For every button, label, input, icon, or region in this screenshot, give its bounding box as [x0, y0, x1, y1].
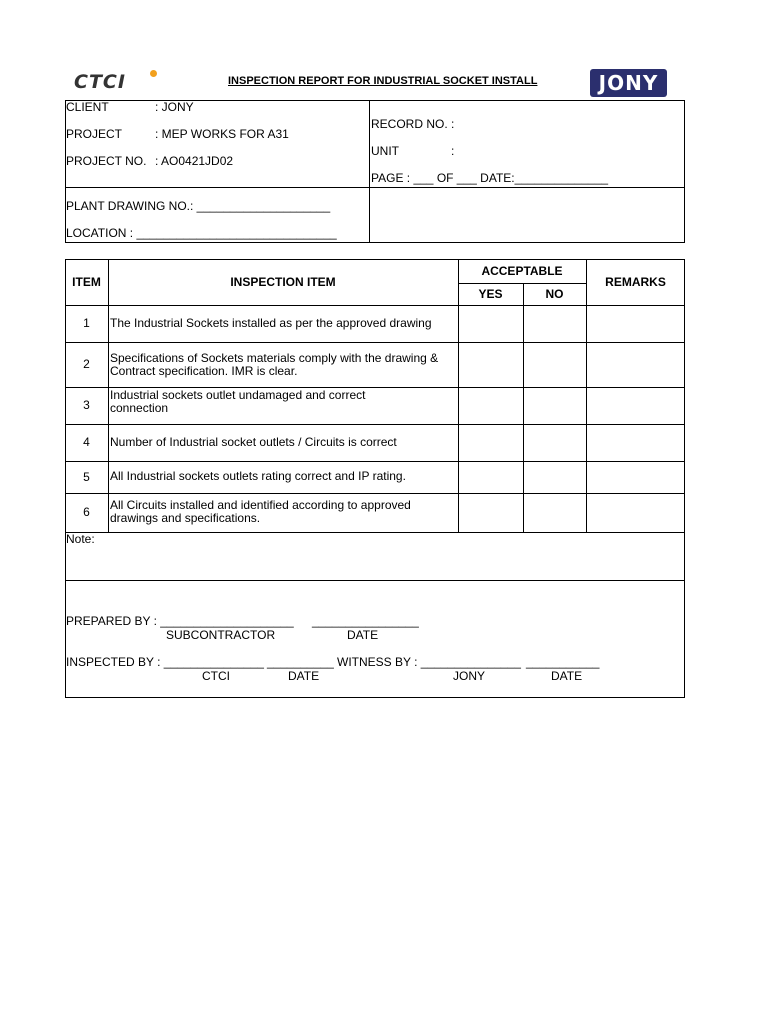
row-item-number: 6	[83, 505, 90, 519]
prepared-date-label: DATE	[347, 628, 379, 642]
note-bottom-line	[65, 580, 685, 581]
plant-drawing-field[interactable]: PLANT DRAWING NO.: ____________________	[66, 199, 331, 213]
ctci-logo-dot-icon	[150, 70, 157, 77]
project-label: PROJECT	[66, 127, 123, 141]
project-value: : MEP WORKS FOR A31	[155, 127, 289, 141]
header-item: ITEM	[72, 274, 101, 289]
row-yes-cell[interactable]	[459, 425, 522, 460]
witness-date-label: DATE	[551, 669, 583, 683]
row-no-cell[interactable]	[524, 306, 585, 341]
header-no: NO	[545, 286, 564, 301]
row-no-cell[interactable]	[524, 462, 585, 492]
row-inspection-text: Industrial sockets outlet undamaged and correct connection	[110, 388, 366, 415]
client-value: : JONY	[155, 100, 194, 114]
row-item-number: 5	[83, 469, 90, 484]
row-no-cell[interactable]	[524, 494, 585, 531]
row-no-cell[interactable]	[524, 388, 585, 423]
row-inspection-text: Number of Industrial socket outlets / Circuits is correct	[110, 435, 397, 449]
row-remarks-cell[interactable]	[587, 343, 684, 386]
header-acceptable: ACCEPTABLE	[481, 263, 563, 278]
header-remarks: REMARKS	[605, 274, 666, 289]
row-remarks-cell[interactable]	[587, 388, 684, 423]
page-date-field[interactable]: PAGE : ___ OF ___ DATE:______________	[371, 171, 609, 185]
info-row-divider	[65, 187, 685, 188]
ctci-logo	[74, 71, 164, 95]
jony-logo: JONY	[590, 69, 667, 97]
row-item-number: 2	[83, 357, 90, 371]
row-item-number: 1	[83, 316, 90, 330]
row-remarks-cell[interactable]	[587, 306, 684, 341]
client-label: CLIENT	[66, 100, 109, 114]
note-field[interactable]	[100, 533, 684, 579]
row-yes-cell[interactable]	[459, 343, 522, 386]
record-no-field[interactable]: RECORD NO. :	[371, 117, 455, 131]
row-item-number: 4	[83, 435, 90, 449]
header-inspection-item: INSPECTION ITEM	[230, 274, 336, 289]
unit-label: UNIT	[371, 144, 399, 158]
info-divider	[369, 100, 370, 243]
row-item-number: 3	[83, 398, 90, 412]
witness-date-field[interactable]: ___________	[526, 655, 600, 669]
report-title: INSPECTION REPORT FOR INDUSTRIAL SOCKET INSTALL	[228, 75, 538, 87]
jony-label: JONY	[453, 669, 486, 683]
witness-by-field[interactable]: WITNESS BY : _______________	[337, 655, 521, 669]
header-yes: YES	[478, 286, 503, 301]
unit-field[interactable]: :	[451, 144, 455, 158]
row-inspection-text: All Industrial sockets outlets rating correct and IP rating.	[110, 468, 406, 483]
row-yes-cell[interactable]	[459, 388, 522, 423]
project-no-label: PROJECT NO.	[66, 154, 147, 168]
row-yes-cell[interactable]	[459, 462, 522, 492]
row-remarks-cell[interactable]	[587, 425, 684, 460]
inspected-date-field[interactable]: __________	[267, 655, 334, 669]
inspected-date-label: DATE	[288, 669, 320, 683]
row-inspection-text: Specifications of Sockets materials comply with the drawing & Contract specification. IMR is clear.	[110, 350, 439, 378]
row-remarks-cell[interactable]	[587, 494, 684, 531]
row-yes-cell[interactable]	[459, 306, 522, 341]
prepared-date-field[interactable]: ________________	[312, 614, 419, 628]
row-no-cell[interactable]	[524, 343, 585, 386]
row-inspection-text: The Industrial Sockets installed as per the approved drawing	[110, 316, 432, 330]
project-no-value: : AO0421JD02	[155, 154, 234, 168]
row-remarks-cell[interactable]	[587, 462, 684, 492]
prepared-by-field[interactable]: PREPARED BY : ____________________	[66, 614, 294, 628]
row-yes-cell[interactable]	[459, 494, 522, 531]
subcontractor-label: SUBCONTRACTOR	[166, 628, 276, 642]
row-inspection-text: All Circuits installed and identified according to approved drawings and specifications.	[110, 497, 411, 525]
ctci-logo-text: CTCI	[74, 71, 126, 93]
row-no-cell[interactable]	[524, 425, 585, 460]
ctci-label: CTCI	[202, 669, 230, 683]
inspected-by-field[interactable]: INSPECTED BY : _______________	[66, 655, 264, 669]
note-label: Note:	[66, 532, 95, 546]
location-field[interactable]: LOCATION : ______________________________	[66, 226, 337, 240]
